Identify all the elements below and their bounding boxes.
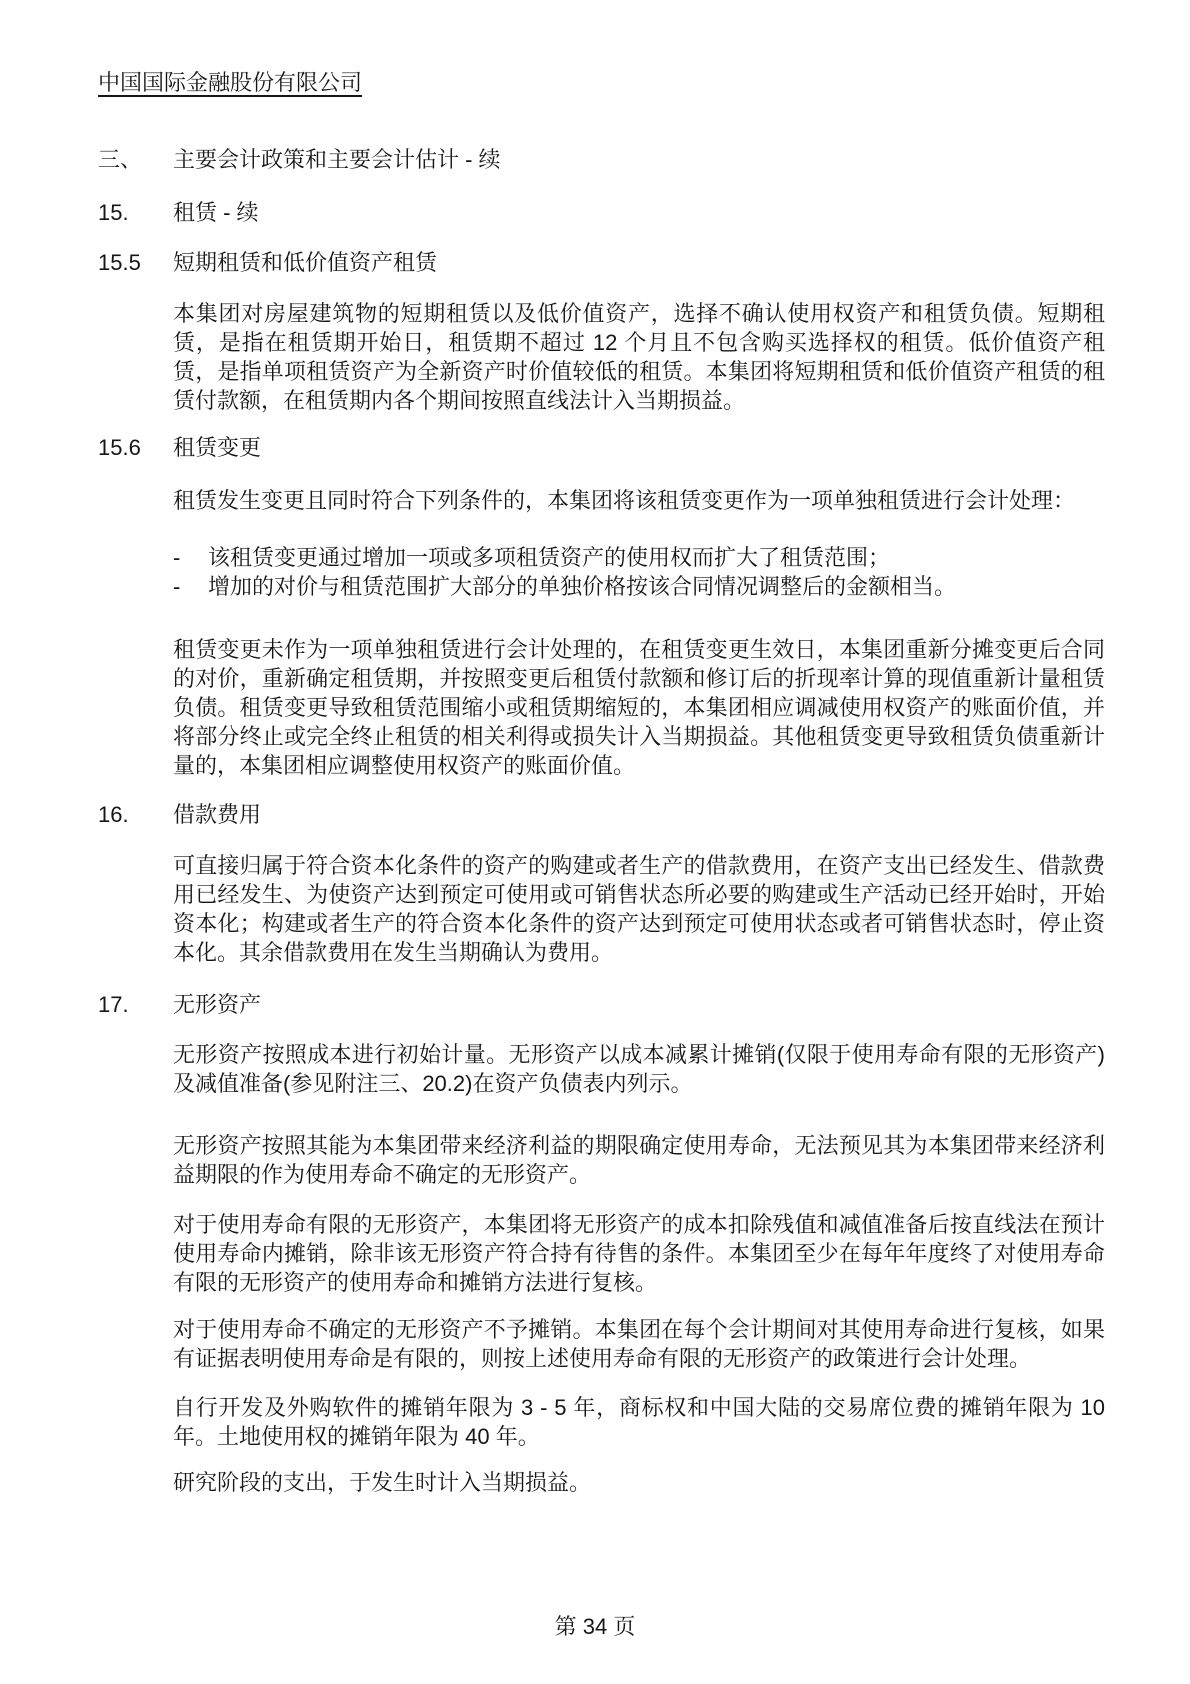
bullet-item-text: 该租赁变更通过增加一项或多项租赁资产的使用权而扩大了租赁范围； <box>208 545 891 570</box>
paragraph-17-3-text: 对于使用寿命有限的无形资产，本集团将无形资产的成本扣除残值和减值准备后按直线法在预计使用寿命内摊销，除非该无形资产符合持有待售的条件。本集团至少在每年年度终了对使用寿命有限的无形资产的使用寿命和摊销方法进行复核。 <box>173 1212 1105 1295</box>
company-header <box>98 68 1105 97</box>
section-heading <box>98 145 1105 174</box>
bullet-list <box>98 543 1105 601</box>
bullet-dash: - <box>173 574 181 599</box>
heading-15-5 <box>98 248 1105 277</box>
section-number: 三、 <box>98 147 143 172</box>
bullet-item-text: 增加的对价与租赁范围扩大部分的单独价格按该合同情况调整后的金额相当。 <box>208 574 957 599</box>
bullet-item <box>173 543 1105 572</box>
bullet-item <box>173 572 1105 601</box>
paragraph-16-text: 可直接归属于符合资本化条件的资产的购建或者生产的借款费用，在资产支出已经发生、借款费用已经发生、为使资产达到预定可使用或可销售状态所必要的购建或生产活动已经开始时，开始资本化；构建或者生产的符合资本化条件的资产达到预定可使用状态或者可销售状态时，停止资本化。其余借款费用在发生当期确认为费用。 <box>173 853 1105 965</box>
paragraph-15-6-intro <box>98 486 1105 515</box>
paragraph-17-6-text: 研究阶段的支出，于发生时计入当期损益。 <box>173 1470 592 1495</box>
heading-17-number: 17. <box>98 992 129 1017</box>
heading-16-number: 16. <box>98 802 129 827</box>
paragraph-17-2-text: 无形资产按照其能为本集团带来经济利益的期限确定使用寿命，无法预见其为本集团带来经济利益期限的作为使用寿命不确定的无形资产。 <box>173 1133 1105 1187</box>
paragraph-15-6-body-text: 租赁变更未作为一项单独租赁进行会计处理的，在租赁变更生效日，本集团重新分摊变更后合同的对价，重新确定租赁期，并按照变更后租赁付款额和修订后的折现率计算的现值重新计量租赁负债。租赁变更导致租赁范围缩小或租赁期缩短的，本集团相应调减使用权资产的账面价值，并将部分终止或完全终止租赁的相关利得或损失计入当期损益。其他租赁变更导致租赁负债重新计量的，本集团相应调整使用权资产的账面价值。 <box>173 637 1105 778</box>
page-number: 第 34 页 <box>554 1614 636 1639</box>
heading-15 <box>98 198 1105 227</box>
paragraph-17-5-text: 自行开发及外购软件的摊销年限为 3 - 5 年，商标权和中国大陆的交易席位费的摊销年限为 10 年。土地使用权的摊销年限为 40 年。 <box>173 1395 1105 1449</box>
paragraph-17-3 <box>98 1210 1105 1297</box>
paragraph-17-4-text: 对于使用寿命不确定的无形资产不予摊销。本集团在每个会计期间对其使用寿命进行复核，如果有证据表明使用寿命是有限的，则按上述使用寿命有限的无形资产的政策进行会计处理。 <box>173 1317 1105 1371</box>
bullet-dash: - <box>173 545 181 570</box>
paragraph-16 <box>98 851 1105 967</box>
paragraph-17-1 <box>98 1040 1105 1098</box>
company-name: 中国国际金融股份有限公司 <box>98 70 363 95</box>
heading-15-number: 15. <box>98 200 129 225</box>
paragraph-15-6-body <box>98 635 1105 780</box>
heading-15-5-number: 15.5 <box>98 250 141 275</box>
paragraph-15-5 <box>98 299 1105 415</box>
heading-15-title: 租赁 - 续 <box>173 200 259 225</box>
heading-17 <box>98 990 1105 1019</box>
heading-15-6 <box>98 433 1105 462</box>
heading-15-6-title: 租赁变更 <box>173 435 262 460</box>
heading-15-5-title: 短期租赁和低价值资产租赁 <box>173 250 438 275</box>
heading-16-title: 借款费用 <box>173 802 262 827</box>
section-title: 主要会计政策和主要会计估计 - 续 <box>173 147 501 172</box>
heading-16 <box>98 800 1105 829</box>
heading-15-6-number: 15.6 <box>98 435 141 460</box>
paragraph-15-6-intro-text: 租赁发生变更且同时符合下列条件的，本集团将该租赁变更作为一项单独租赁进行会计处理： <box>173 488 1076 513</box>
paragraph-15-5-text: 本集团对房屋建筑物的短期租赁以及低价值资产，选择不确认使用权资产和租赁负债。短期租赁，是指在租赁期开始日，租赁期不超过 12 个月且不包含购买选择权的租赁。低价值资产租赁，是指单项租赁资产为全新资产时价值较低的租赁。本集团将短期租赁和低价值资产租赁的租赁付款额，在租赁期内各个期间按照直线法计入当期损益。 <box>173 301 1105 413</box>
paragraph-17-5 <box>98 1393 1105 1451</box>
paragraph-17-4 <box>98 1315 1105 1373</box>
heading-17-title: 无形资产 <box>173 992 262 1017</box>
paragraph-17-2 <box>98 1131 1105 1189</box>
paragraph-17-1-text: 无形资产按照成本进行初始计量。无形资产以成本减累计摊销(仅限于使用寿命有限的无形资产)及减值准备(参见附注三、20.2)在资产负债表内列示。 <box>173 1042 1105 1096</box>
paragraph-17-6 <box>98 1468 1105 1497</box>
